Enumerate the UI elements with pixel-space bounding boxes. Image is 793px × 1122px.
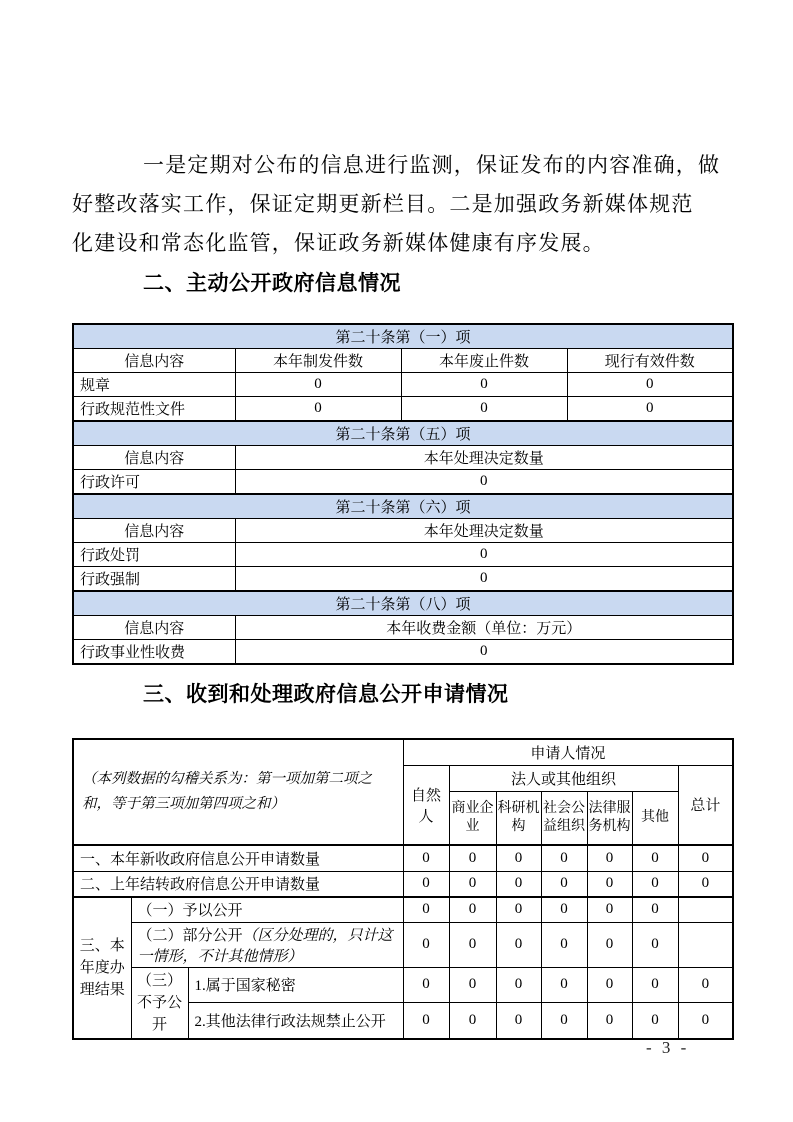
row-label: 行政处罚: [73, 543, 235, 567]
value-cell: 0: [401, 397, 567, 422]
value-cell: 0: [449, 967, 496, 1002]
value-cell: 0: [496, 871, 541, 897]
row-label: （一）予以公开: [131, 897, 403, 922]
value-cell: 0: [632, 871, 678, 897]
value-cell: 0: [678, 1002, 733, 1038]
value-cell: 0: [678, 845, 733, 871]
value-cell: 0: [449, 845, 496, 871]
value-cell: 0: [678, 871, 733, 897]
group-label-annual-results: 三、本年度办理结果: [73, 897, 131, 1039]
org-type-header: 社会公益组织: [541, 791, 587, 845]
value-cell: 0: [403, 1002, 449, 1038]
paragraph-line: 化建设和常态化监管，保证政务新媒体健康有序发展。: [72, 231, 605, 255]
value-cell: 0: [449, 922, 496, 967]
value-cell: 0: [235, 567, 733, 592]
value-cell: 0: [632, 1002, 678, 1038]
org-type-header: 科研机构: [496, 791, 541, 845]
row-label: 2.其他法律行政法规禁止公开: [188, 1002, 403, 1038]
row-label: 一、本年新收政府信息公开申请数量: [73, 845, 403, 871]
row-label: 二、上年结转政府信息公开申请数量: [73, 871, 403, 897]
row-label: 行政规范性文件: [73, 397, 235, 422]
value-cell: 0: [449, 897, 496, 922]
value-cell: 0: [541, 967, 587, 1002]
table-application-statistics: [72, 738, 734, 1040]
value-cell: 0: [496, 845, 541, 871]
value-cell: 0: [403, 922, 449, 967]
value-cell: 0: [541, 845, 587, 871]
reconciliation-note: （本列数据的勾稽关系为：第一项加第二项之和，等于第三项加第四项之和）: [73, 739, 403, 845]
value-cell: [678, 922, 733, 967]
value-cell: 0: [403, 871, 449, 897]
row-label: （二）部分公开（区分处理的，只计这一情形，不计其他情形）: [131, 922, 403, 967]
natural-person-header: 自然人: [403, 765, 449, 845]
column-header: 信息内容: [73, 616, 235, 640]
org-type-header: 商业企业: [449, 791, 496, 845]
row-label: 规章: [73, 373, 235, 397]
value-cell: 0: [678, 967, 733, 1002]
section-title: 第二十条第（五）项: [73, 421, 733, 446]
value-cell: 0: [632, 922, 678, 967]
value-cell: 0: [403, 845, 449, 871]
value-cell: 0: [541, 922, 587, 967]
value-cell: 0: [403, 967, 449, 1002]
value-cell: 0: [449, 871, 496, 897]
legal-org-header: 法人或其他组织: [449, 765, 678, 791]
value-cell: 0: [235, 470, 733, 495]
value-cell: 0: [567, 373, 733, 397]
column-header: 本年处理决定数量: [235, 519, 733, 543]
row-label: 行政事业性收费: [73, 640, 235, 665]
section-title: 第二十条第（六）项: [73, 494, 733, 519]
value-cell: 0: [401, 373, 567, 397]
value-cell: 0: [403, 897, 449, 922]
column-header: 本年废止件数: [401, 349, 567, 373]
value-cell: 0: [587, 1002, 632, 1038]
value-cell: [678, 897, 733, 922]
value-cell: 0: [587, 897, 632, 922]
row-label-note: （区分处理的，只计这一情形，不计其他情形）: [137, 927, 393, 965]
paragraph-line: 一是定期对公布的信息进行监测，保证发布的内容准确，做: [143, 153, 721, 177]
value-cell: 0: [235, 543, 733, 567]
column-header: 本年处理决定数量: [235, 446, 733, 470]
value-cell: 0: [449, 1002, 496, 1038]
section-title: 第二十条第（一）项: [73, 324, 733, 349]
value-cell: 0: [632, 845, 678, 871]
heading-application-handling: 三、收到和处理政府信息公开申请情况: [143, 683, 509, 706]
org-type-header: 法律服务机构: [587, 791, 632, 845]
row-label: 行政强制: [73, 567, 235, 592]
value-cell: 0: [587, 845, 632, 871]
section-title: 第二十条第（八）项: [73, 591, 733, 616]
value-cell: 0: [235, 397, 401, 422]
value-cell: 0: [632, 897, 678, 922]
table-proactive-disclosure: [72, 323, 734, 665]
column-header: 本年收费金额（单位：万元）: [235, 616, 733, 640]
value-cell: 0: [496, 897, 541, 922]
value-cell: 0: [632, 967, 678, 1002]
row-label: 行政许可: [73, 470, 235, 495]
column-header: 本年制发件数: [235, 349, 401, 373]
value-cell: 0: [587, 922, 632, 967]
value-cell: 0: [587, 967, 632, 1002]
value-cell: 0: [587, 871, 632, 897]
value-cell: 0: [496, 922, 541, 967]
org-type-header: 其他: [632, 791, 678, 845]
value-cell: 0: [235, 640, 733, 665]
value-cell: 0: [496, 967, 541, 1002]
paragraph-line: 好整改落实工作，保证定期更新栏目。二是加强政务新媒体规范: [72, 192, 694, 216]
value-cell: 0: [541, 897, 587, 922]
value-cell: 0: [541, 871, 587, 897]
heading-proactive-disclosure: 二、主动公开政府信息情况: [143, 272, 401, 295]
column-header: 信息内容: [73, 446, 235, 470]
value-cell: 0: [496, 1002, 541, 1038]
applicant-header: 申请人情况: [403, 739, 733, 765]
column-header: 信息内容: [73, 349, 235, 373]
intro-paragraph: [72, 146, 732, 263]
value-cell: 0: [541, 1002, 587, 1038]
column-header: 现行有效件数: [567, 349, 733, 373]
value-cell: 0: [567, 397, 733, 422]
total-header: 总计: [678, 765, 733, 845]
row-label: 1.属于国家秘密: [188, 967, 403, 1002]
page-number: - 3 -: [646, 1038, 690, 1057]
value-cell: 0: [235, 373, 401, 397]
subgroup-label-refused: （三）不予公开: [131, 967, 188, 1039]
column-header: 信息内容: [73, 519, 235, 543]
